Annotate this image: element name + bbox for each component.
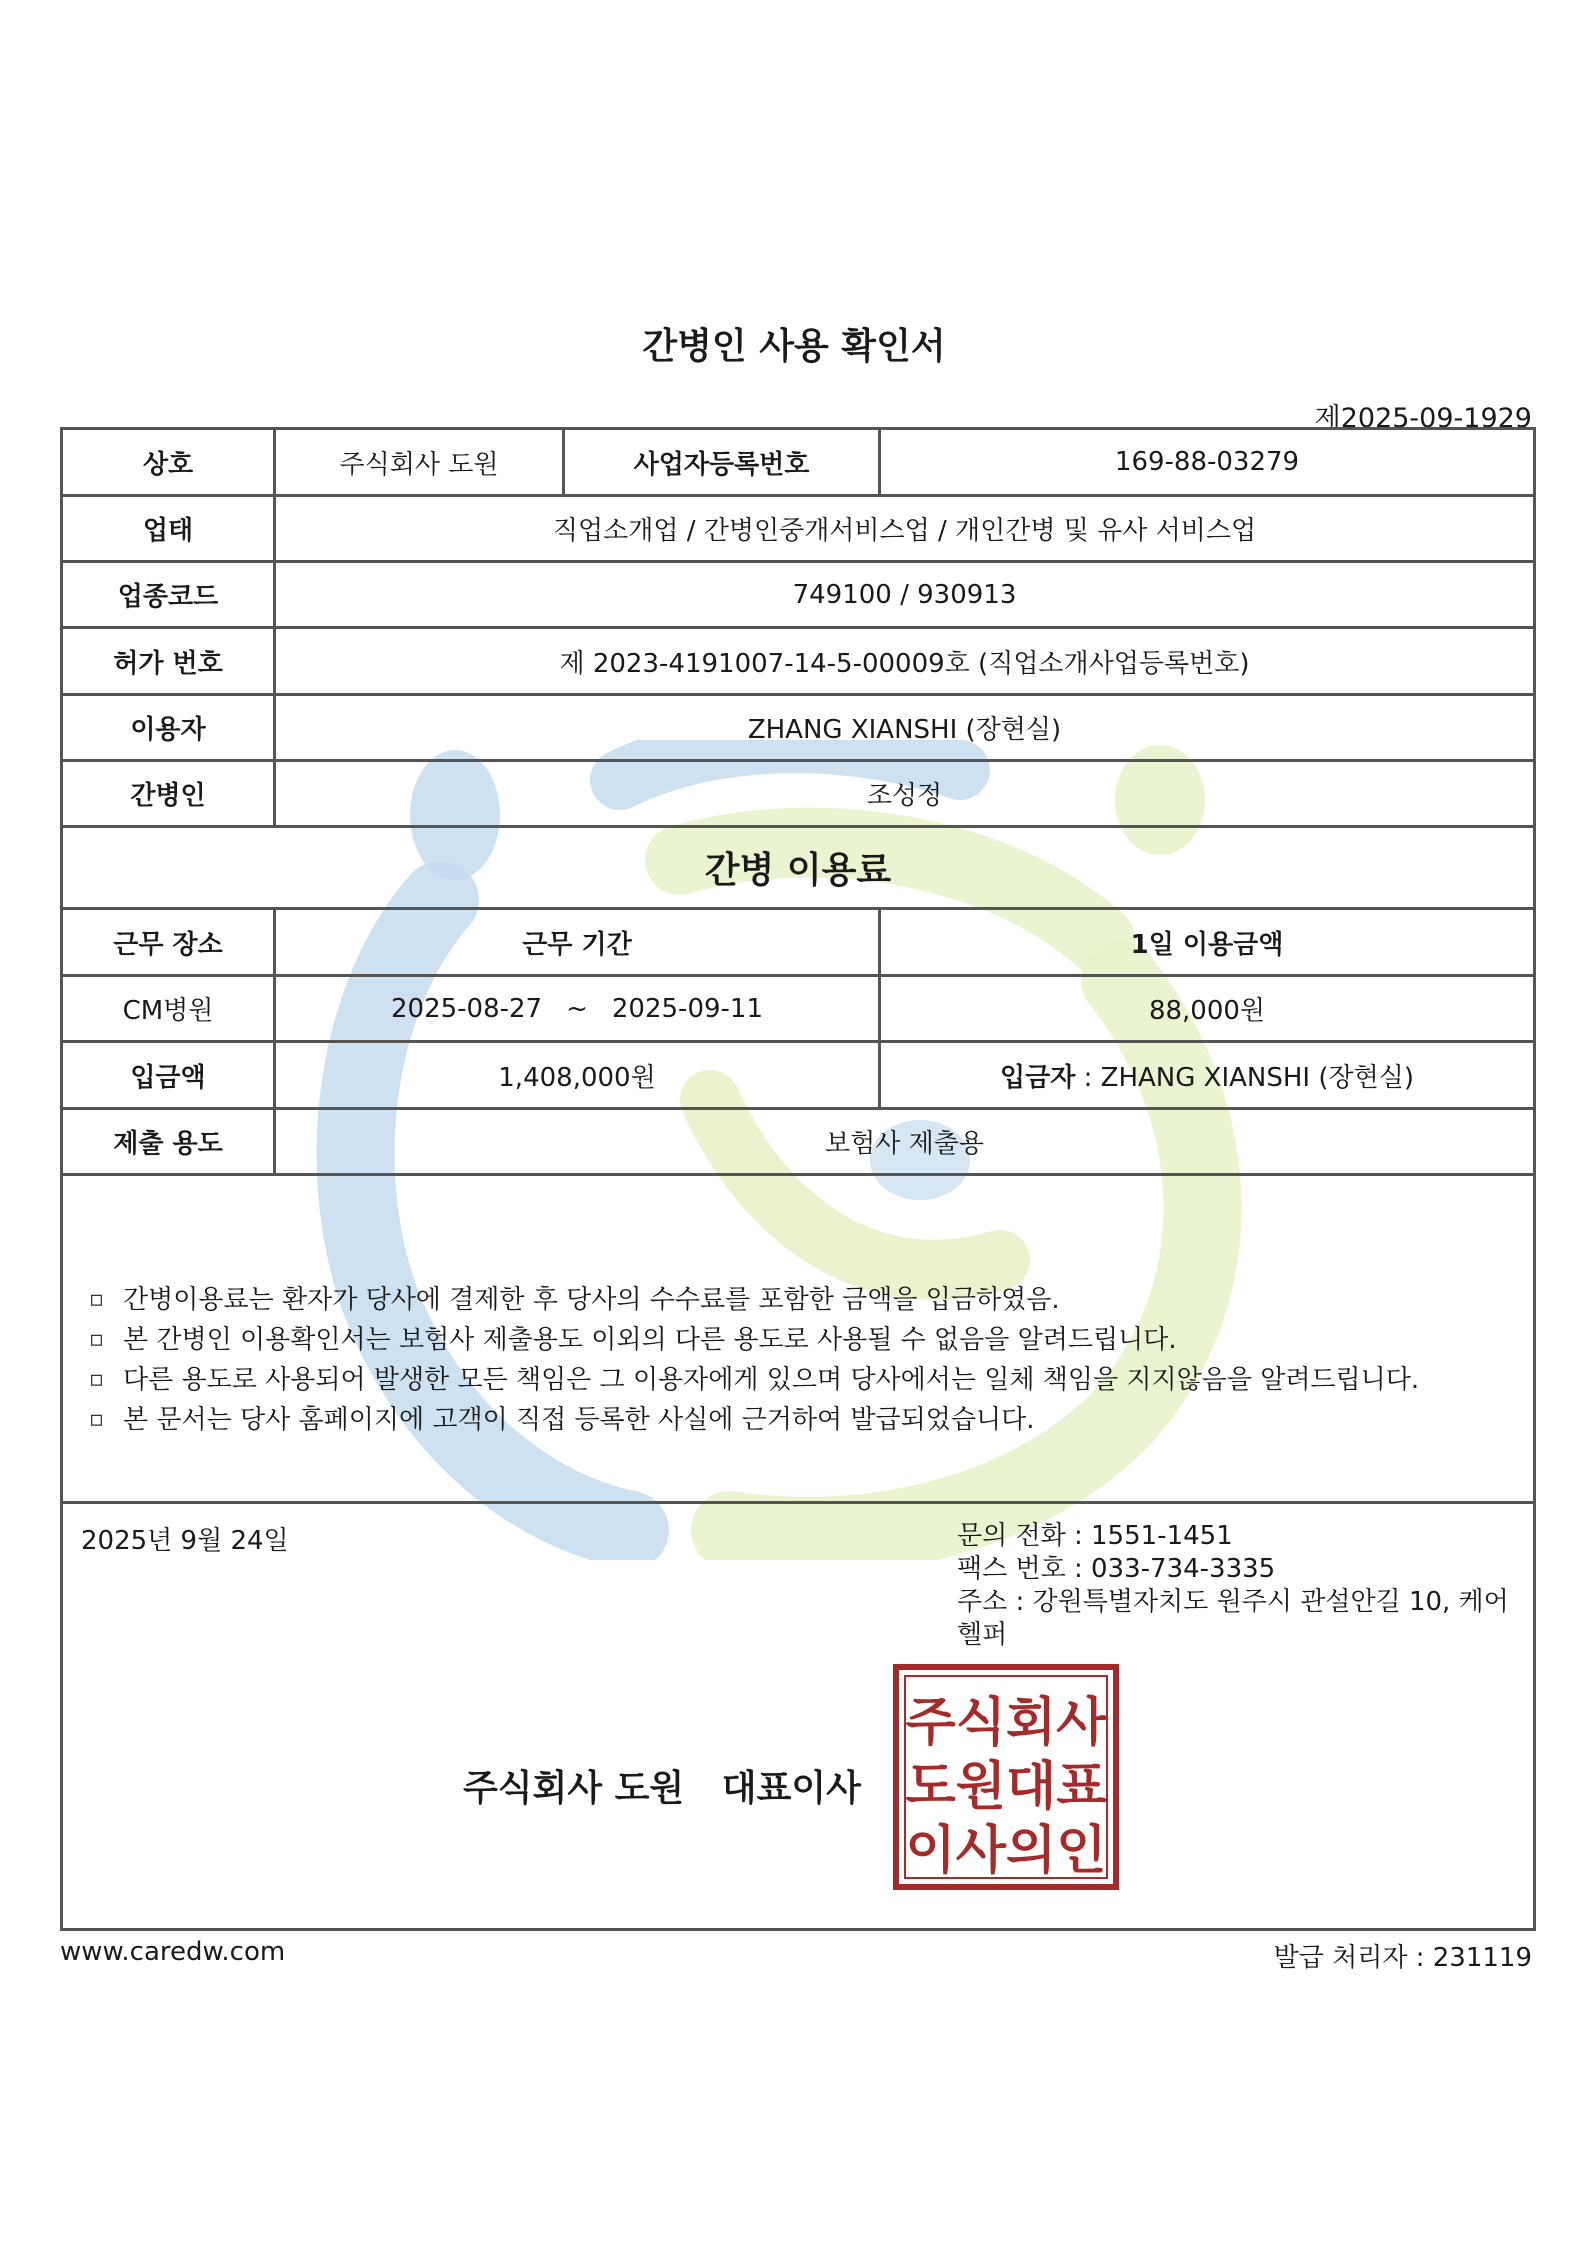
- industry-code-row: [63, 563, 1533, 629]
- depositor-label: 입금자: [1000, 1062, 1076, 1093]
- fee-value-row: [63, 977, 1533, 1043]
- period-label: 근무 기간: [273, 910, 878, 974]
- deposit-value: 1,408,000원: [273, 1043, 878, 1107]
- company-name-row: [63, 430, 1533, 497]
- period-start: 2025-08-27: [390, 993, 543, 1024]
- note-text: 본 간병인 이용확인서는 보험사 제출용도 이외의 다른 용도로 사용될 수 없음을 알려드립니다.: [123, 1325, 1177, 1355]
- notes-list: [89, 1280, 1509, 1440]
- contact-fax: 팩스 번호 : 033-734-3335: [957, 1554, 1276, 1584]
- notes-divider: [63, 1501, 1533, 1504]
- deposit-label: 입금액: [130, 1062, 206, 1093]
- note-item: [89, 1280, 1509, 1320]
- industry-code-value: 749100 / 930913: [273, 563, 1533, 626]
- small-square-icon: ▫: [89, 1367, 104, 1392]
- deposit-row: [63, 1043, 1533, 1110]
- user-row: [63, 696, 1533, 762]
- contact-phone: 문의 전화 : 1551-1451: [957, 1521, 1233, 1551]
- issue-date: 2025년 9월 24일: [81, 1526, 289, 1556]
- company-seal: [893, 1664, 1119, 1890]
- small-square-icon: ▫: [89, 1327, 104, 1352]
- signer-name: 주식회사 도원 대표이사: [463, 1768, 861, 1809]
- daily-fee-value: 88,000원: [878, 977, 1533, 1040]
- seal-line-1: 주식회사: [905, 1693, 1107, 1753]
- seal-line-2: 도원대표: [905, 1757, 1107, 1817]
- workplace-label: 근무 장소: [113, 929, 223, 960]
- contact-address: 주소 : 강원특별자치도 원주시 관설안길 10, 케어헬퍼: [957, 1587, 1509, 1650]
- certificate-frame: [60, 427, 1536, 1931]
- license-value: 제 2023-4191007-14-5-00009호 (직업소개사업등록번호): [273, 629, 1533, 693]
- workplace-value: CM병원: [122, 996, 214, 1026]
- purpose-label: 제출 용도: [113, 1129, 223, 1159]
- fee-section-title: 간병 이용료: [704, 850, 892, 891]
- business-type-value: 직업소개업 / 간병인중개서비스업 / 개인간병 및 유사 서비스업: [273, 497, 1533, 560]
- user-value: ZHANG XIANSHI (장현실): [273, 696, 1533, 759]
- period-separator: ~: [566, 993, 588, 1024]
- note-text: 본 문서는 당사 홈페이지에 고객이 직접 등록한 사실에 근거하여 발급되었습니다.: [123, 1405, 1035, 1435]
- license-label: 허가 번호: [113, 648, 223, 679]
- fee-section-row: [63, 828, 1533, 910]
- note-text: 다른 용도로 사용되어 발생한 모든 책임은 그 이용자에게 있으며 당사에서는 일체 책임을 지지않음을 알려드립니다.: [123, 1365, 1420, 1395]
- small-square-icon: ▫: [89, 1407, 104, 1432]
- period-end: 2025-09-11: [611, 993, 763, 1024]
- note-item: [89, 1400, 1509, 1440]
- website-link[interactable]: www.caredw.com: [60, 1937, 286, 1967]
- issuer-info: 발급 처리자 : 231119: [1273, 1943, 1532, 1973]
- company-name-label: 상호: [142, 449, 194, 480]
- depositor-cell: [878, 1043, 1533, 1107]
- small-square-icon: ▫: [89, 1287, 104, 1312]
- user-label: 이용자: [130, 715, 206, 745]
- fee-header-row: [63, 910, 1533, 977]
- caregiver-label: 간병인: [130, 781, 206, 811]
- depositor-value: : ZHANG XIANSHI (장현실): [1075, 1062, 1414, 1093]
- purpose-row: [63, 1110, 1533, 1176]
- document-title: 간병인 사용 확인서: [642, 326, 946, 367]
- caregiver-value: 조성정: [273, 762, 1533, 825]
- company-name-value: 주식회사 도원: [273, 430, 562, 494]
- seal-line-3: 이사의인: [905, 1821, 1107, 1881]
- business-type-label: 업태: [142, 516, 194, 546]
- period-value: [273, 977, 878, 1040]
- note-text: 간병이용료는 환자가 당사에 결제한 후 당사의 수수료를 포함한 금액을 입금하였음.: [123, 1285, 1060, 1315]
- contact-info: [957, 1520, 1533, 1652]
- business-type-row: [63, 497, 1533, 563]
- biz-reg-label: 사업자등록번호: [562, 430, 878, 494]
- note-item: [89, 1320, 1509, 1360]
- document-number: 제2025-09-1929: [1314, 403, 1532, 434]
- note-item: [89, 1360, 1509, 1400]
- daily-fee-label: 1일 이용금액: [878, 910, 1533, 974]
- biz-reg-value: 169-88-03279: [878, 430, 1533, 494]
- industry-code-label: 업종코드: [117, 582, 219, 612]
- purpose-value: 보험사 제출용: [273, 1110, 1533, 1173]
- license-row: [63, 629, 1533, 696]
- caregiver-row: [63, 762, 1533, 828]
